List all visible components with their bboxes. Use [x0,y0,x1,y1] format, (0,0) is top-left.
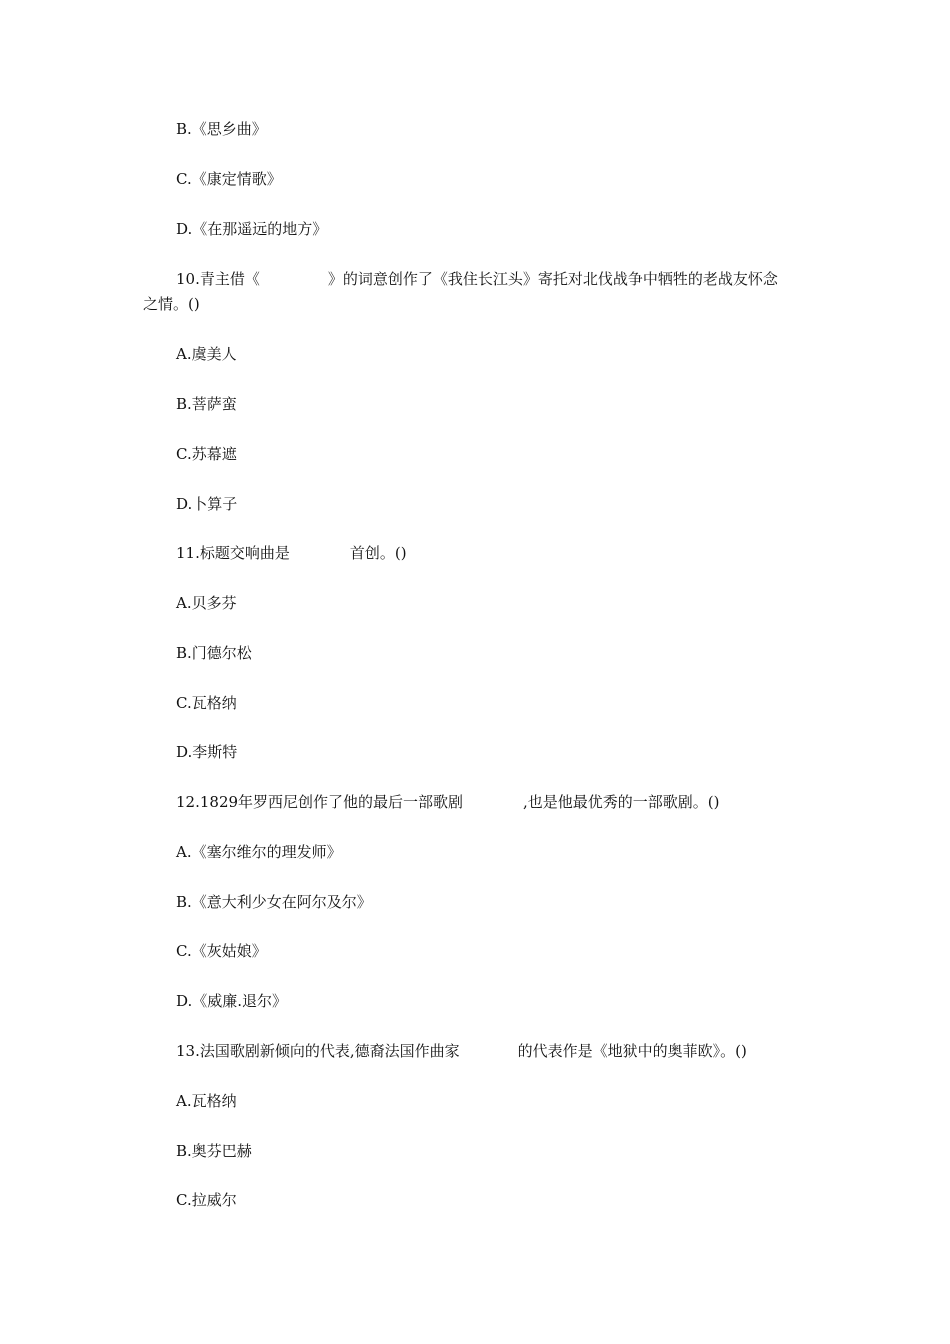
q10-stem-part1: 10.青主借《 [176,270,260,288]
q13-option-a: A.瓦格纳 [176,1092,237,1110]
q9-option-c: C.《康定情歌》 [176,170,282,188]
q12-option-d: D.《威廉.退尔》 [176,992,288,1010]
q11-option-a: A.贝多芬 [176,594,237,612]
q12-stem-part1: 12.1829年罗西尼创作了他的最后一部歌剧 [176,793,464,811]
q13-stem-part1: 13.法国歌剧新倾向的代表,德裔法国作曲家 [176,1042,460,1060]
q11-stem-part1: 11.标题交响曲是 [176,544,290,562]
q11-stem [176,543,407,563]
q10-stem [176,269,778,289]
q10-option-b: B.菩萨蛮 [176,395,237,413]
q12-stem-part2: ,也是他最优秀的一部歌剧。() [523,793,720,811]
q10-option-d: D.卜算子 [176,495,238,513]
q12-option-b: B.《意大利少女在阿尔及尔》 [176,893,372,911]
q11-stem-part2: 首创。() [349,544,407,562]
q13-stem [176,1041,747,1061]
q10-stem-line2: 之情。() [143,295,200,313]
q11-option-c: C.瓦格纳 [176,694,237,712]
q12-option-a: A.《塞尔维尔的理发师》 [176,843,342,861]
q11-option-b: B.门德尔松 [176,644,252,662]
q10-option-c: C.苏幕遮 [176,445,237,463]
q13-option-b: B.奥芬巴赫 [176,1142,252,1160]
q13-option-c: C.拉威尔 [176,1191,237,1209]
q12-option-c: C.《灰姑娘》 [176,942,267,960]
q12-stem [176,792,720,812]
q13-stem-part2: 的代表作是《地狱中的奥菲欧》。() [517,1042,747,1060]
q9-option-b: B.《思乡曲》 [176,120,267,138]
q9-option-d: D.《在那遥远的地方》 [176,220,328,238]
q11-option-d: D.李斯特 [176,743,238,761]
q10-stem-part2: 》的词意创作了《我住长江头》寄托对北伐战争中牺牲的老战友怀念 [327,270,778,288]
q10-option-a: A.虞美人 [176,345,237,363]
